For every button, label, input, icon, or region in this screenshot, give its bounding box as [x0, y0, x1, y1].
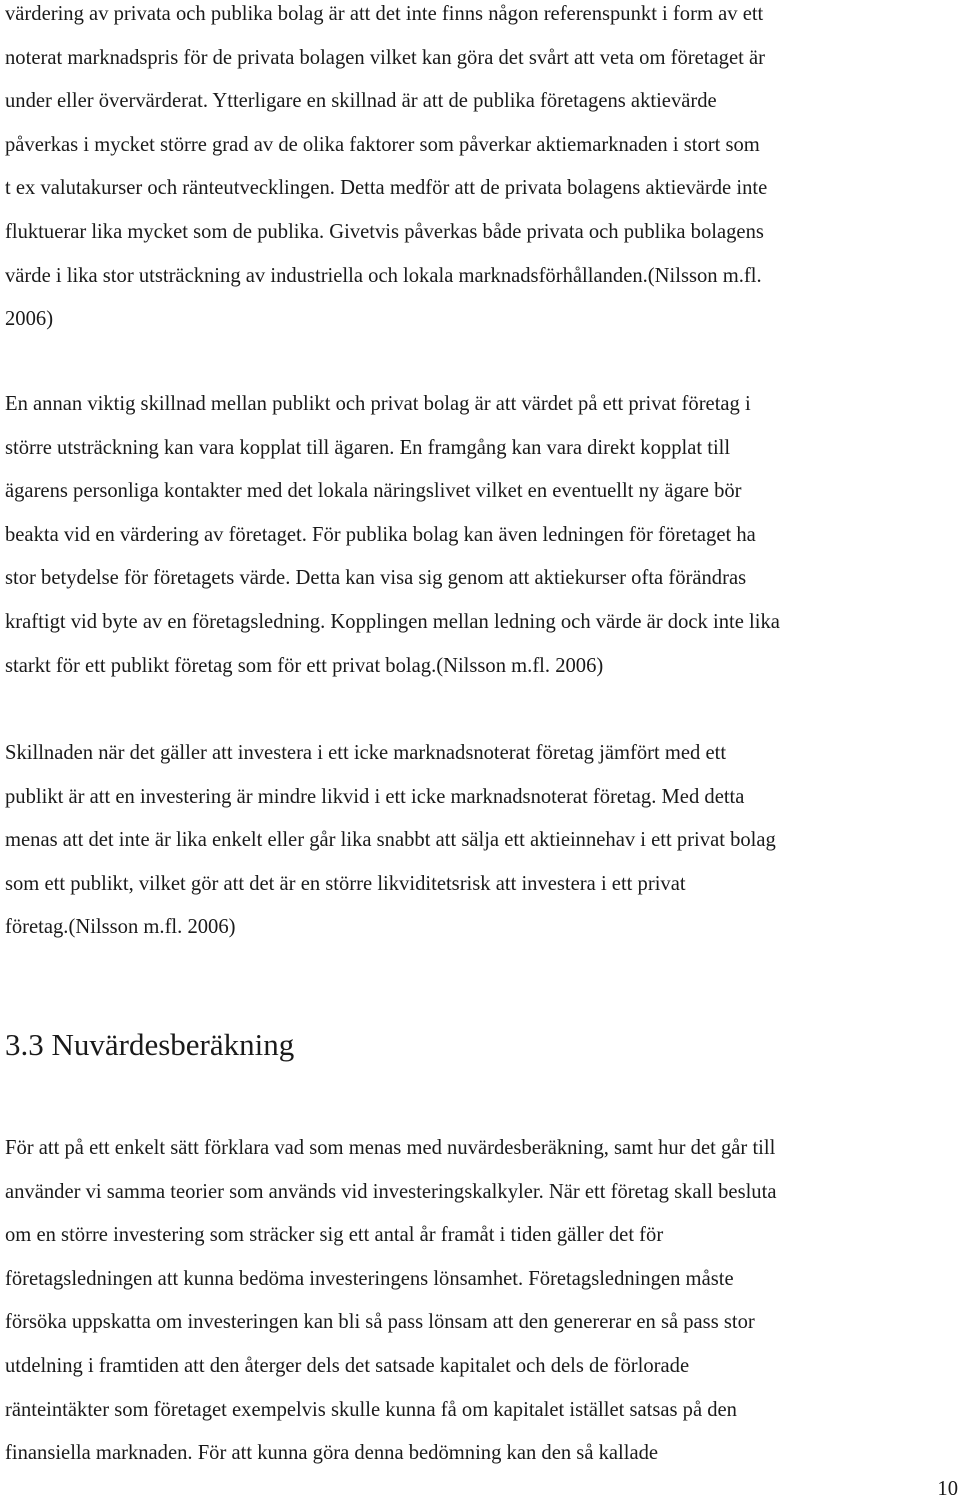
paragraph-3: [5, 732, 955, 950]
text-line: kraftigt vid byte av en företagsledning. Kopplingen mellan ledning och värde är dock inte lika: [5, 610, 780, 633]
text-line: ägarens personliga kontakter med det lokala näringslivet vilket en eventuellt ny ägare bör: [5, 480, 742, 503]
paragraph-1: [5, 0, 955, 342]
text-line: värde i lika stor utsträckning av industriella och lokala marknadsförhållanden.(Nilsson m.fl.: [5, 264, 762, 287]
text-line: som ett publikt, vilket gör att det är en större likviditetsrisk att investera i ett privat: [5, 872, 686, 895]
text-line: ränteintäkter som företaget exempelvis skulle kunna få om kapitalet istället satsas på den: [5, 1398, 737, 1421]
text-line: För att på ett enkelt sätt förklara vad som menas med nuvärdesberäkning, samt hur det går till: [5, 1137, 776, 1159]
text-line: stor betydelse för företagets värde. Detta kan visa sig genom att aktiekurser ofta förändras: [5, 567, 747, 590]
text-line: beakta vid en värdering av företaget. För publika bolag kan även ledningen för företaget ha: [5, 523, 756, 546]
text-line: menas att det inte är lika enkelt eller går lika snabbt att sälja ett aktieinnehav i ett privat bolag: [5, 829, 776, 852]
text-line: använder vi samma teorier som används vid investeringskalkyler. När ett företag skall besluta: [5, 1180, 777, 1203]
text-line: finansiella marknaden. För att kunna göra denna bedömning kan den så kallade: [5, 1442, 659, 1465]
text-line: 2006): [5, 308, 54, 331]
text-line: Skillnaden när det gäller att investera i ett icke marknadsnoterat företag jämfört med ett: [5, 742, 727, 764]
text-line: En annan viktig skillnad mellan publikt och privat bolag är att värdet på ett privat företag i: [5, 393, 751, 415]
text-line: utdelning i framtiden att den återger dels det satsade kapitalet och dels de förlorade: [5, 1354, 690, 1377]
text-line: under eller övervärderat. Ytterligare en skillnad är att de publika företagens aktievärde: [5, 90, 717, 113]
text-line: noterat marknadspris för de privata bolagen vilket kan göra det svårt att veta om företaget är: [5, 46, 765, 69]
text-line: fluktuerar lika mycket som de publika. Givetvis påverkas både privata och publika bolagens: [5, 220, 764, 243]
text-line: värdering av privata och publika bolag är att det inte finns någon referenspunkt i form av ett: [5, 3, 764, 25]
text-line: påverkas i mycket större grad av de olika faktorer som påverkar aktiemarknaden i stort som: [5, 133, 760, 156]
section-heading: 3.3 Nuvärdesberäkning: [5, 1027, 295, 1062]
text-line: t ex valutakurser och ränteutvecklingen. Detta medför att de privata bolagens aktievärde inte: [5, 177, 768, 200]
page-number: 10: [937, 1478, 958, 1500]
text-line: företag.(Nilsson m.fl. 2006): [5, 916, 236, 939]
text-line: försöka uppskatta om investeringen kan bli så pass lönsam att den genererar en så pass stor: [5, 1311, 755, 1334]
paragraph-2: [5, 383, 955, 688]
text-line: publikt är att en investering är mindre likvid i ett icke marknadsnoterat företag. Med detta: [5, 785, 745, 808]
text-line: större utsträckning kan vara kopplat till ägaren. En framgång kan vara direkt kopplat till: [5, 436, 731, 459]
text-line: om en större investering som sträcker sig ett antal år framåt i tiden gäller det för: [5, 1224, 664, 1247]
text-line: starkt för ett publikt företag som för ett privat bolag.(Nilsson m.fl. 2006): [5, 654, 604, 677]
paragraph-4: [5, 1127, 955, 1476]
text-line: företagsledningen att kunna bedöma investeringens lönsamhet. Företagsledningen måste: [5, 1267, 734, 1290]
